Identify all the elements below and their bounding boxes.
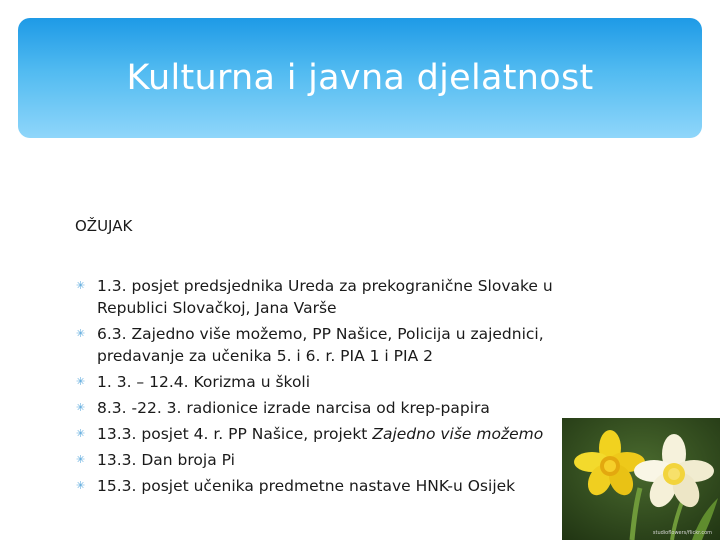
bullet-icon: ✳ [76, 401, 86, 414]
bullet-icon: ✳ [76, 453, 86, 466]
bullet-icon: ✳ [76, 375, 86, 388]
list-item [76, 323, 596, 367]
list-item [76, 475, 596, 497]
list-item [76, 423, 596, 445]
daffodil-photo [562, 418, 720, 540]
event-list [76, 275, 596, 501]
bullet-icon: ✳ [76, 279, 86, 292]
daffodil-illustration [562, 418, 720, 540]
section-heading: OŽUJAK [75, 217, 133, 235]
list-item-text: 13.3. Dan broja Pi [97, 451, 235, 469]
project-name: Zajedno više možemo [372, 425, 544, 443]
list-item [76, 371, 596, 393]
list-item-text: 1. 3. – 12.4. Korizma u školi [97, 373, 311, 391]
list-item-text: 13.3. posjet 4. r. PP Našice, projekt [97, 425, 373, 443]
bullet-icon: ✳ [76, 479, 86, 492]
list-item [76, 275, 596, 319]
list-item [76, 449, 596, 471]
photo-caption: studioflowers/flickr.com [652, 530, 712, 536]
list-item-text: 6.3. Zajedno više možemo, PP Našice, Policija u zajednici, predavanje za učenika 5. i 6. r. PIA 1 i PIA 2 [97, 325, 544, 365]
bullet-icon: ✳ [76, 427, 86, 440]
slide-title: Kulturna i javna djelatnost [126, 58, 594, 98]
bullet-icon: ✳ [76, 327, 86, 340]
list-item [76, 397, 596, 419]
list-item-text: 15.3. posjet učenika predmetne nastave HNK-u Osijek [97, 477, 516, 495]
list-item-text: 1.3. posjet predsjednika Ureda za prekogranične Slovake u Republici Slovačkoj, Jana Varše [97, 277, 553, 317]
list-item-text: 8.3. -22. 3. radionice izrade narcisa od krep-papira [97, 399, 490, 417]
